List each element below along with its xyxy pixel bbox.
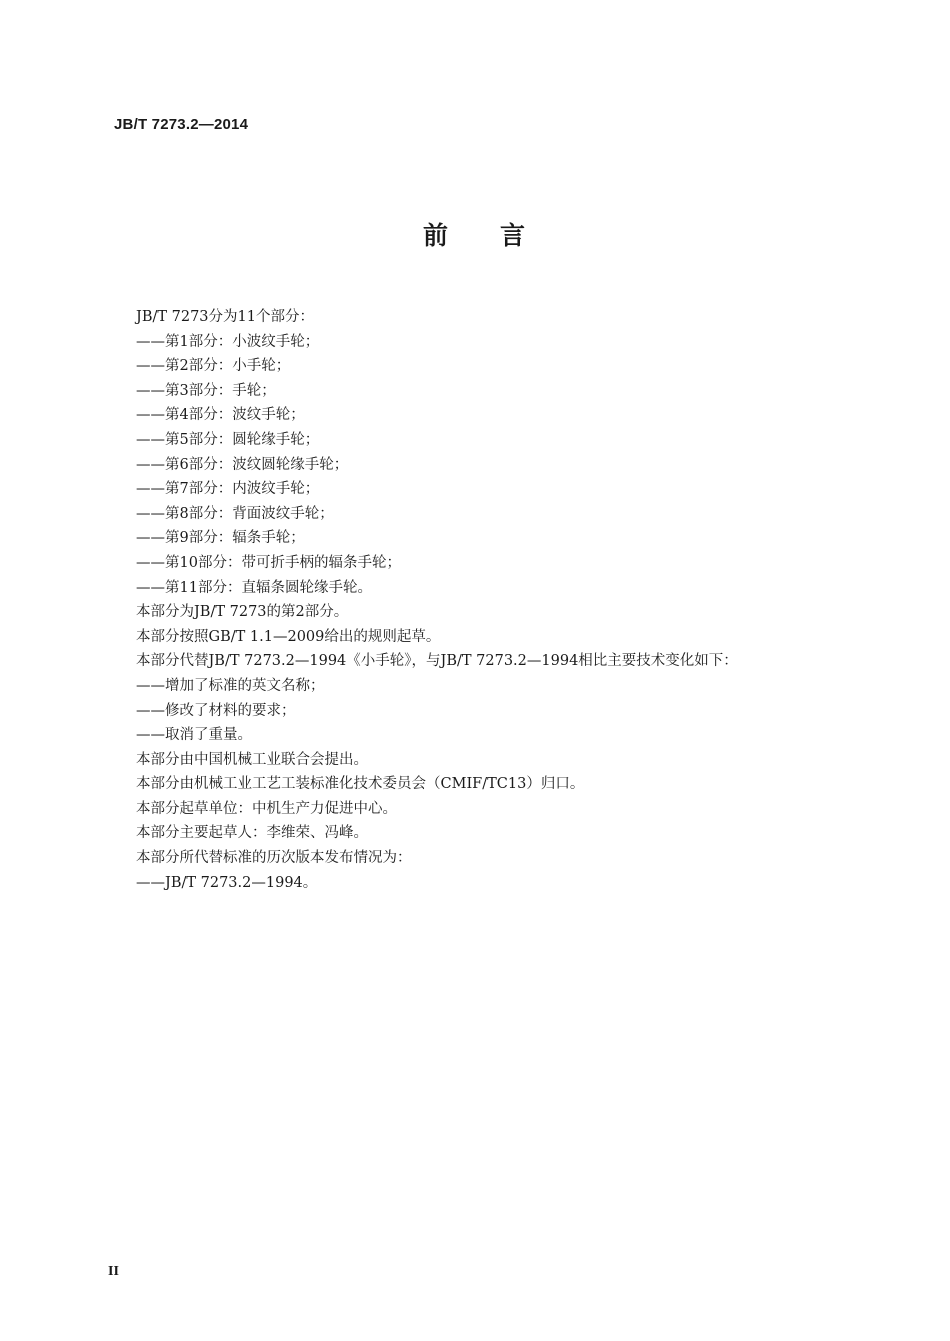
standard-code: JB/T 7273.2—2014	[114, 116, 249, 133]
body-line: 本部分由中国机械工业联合会提出。	[136, 751, 368, 768]
page-title	[0, 216, 950, 252]
body-line: 本部分为JB/T 7273的第2部分。	[136, 604, 349, 621]
body-line: ——JB/T 7273.2—1994。	[136, 874, 318, 891]
body-line: ——第8部分：背面波纹手轮；	[136, 505, 334, 522]
title-char-1: 前	[422, 221, 450, 250]
body-line: 本部分按照GB/T 1.1—2009给出的规则起草。	[136, 628, 441, 645]
body-line: JB/T 7273分为11个部分：	[136, 309, 314, 325]
body-line: ——第4部分：波纹手轮；	[136, 407, 305, 424]
foreword-body	[136, 305, 836, 895]
body-line: ——第5部分：圆轮缘手轮；	[136, 431, 320, 448]
body-line: ——第2部分：小手轮；	[136, 358, 291, 375]
body-line: 本部分代替JB/T 7273.2—1994《小手轮》，与JB/T 7273.2—1994相比主要技术变化如下：	[136, 653, 738, 670]
body-line: ——第11部分：直辐条圆轮缘手轮。	[136, 579, 372, 596]
body-line: 本部分主要起草人：李维荣、冯峰。	[136, 825, 368, 842]
body-line: 本部分由机械工业工艺工装标准化技术委员会（CMIF/TC13）归口。	[136, 776, 585, 793]
body-line: ——取消了重量。	[136, 727, 252, 744]
body-line: ——第1部分：小波纹手轮；	[136, 333, 320, 350]
body-line: 本部分起草单位：中机生产力促进中心。	[136, 800, 397, 817]
body-line: ——增加了标准的英文名称；	[136, 677, 325, 694]
body-line: ——第9部分：辐条手轮；	[136, 530, 305, 547]
body-line: ——第10部分：带可折手柄的辐条手轮；	[136, 554, 401, 571]
body-line: 本部分所代替标准的历次版本发布情况为：	[136, 850, 412, 867]
body-line: ——第3部分：手轮；	[136, 382, 276, 399]
body-line: ——第6部分：波纹圆轮缘手轮；	[136, 456, 349, 473]
title-char-2: 言	[500, 221, 528, 250]
page-number: II	[108, 1264, 119, 1279]
body-line: ——第7部分：内波纹手轮；	[136, 481, 320, 498]
body-line: ——修改了材料的要求；	[136, 702, 296, 719]
